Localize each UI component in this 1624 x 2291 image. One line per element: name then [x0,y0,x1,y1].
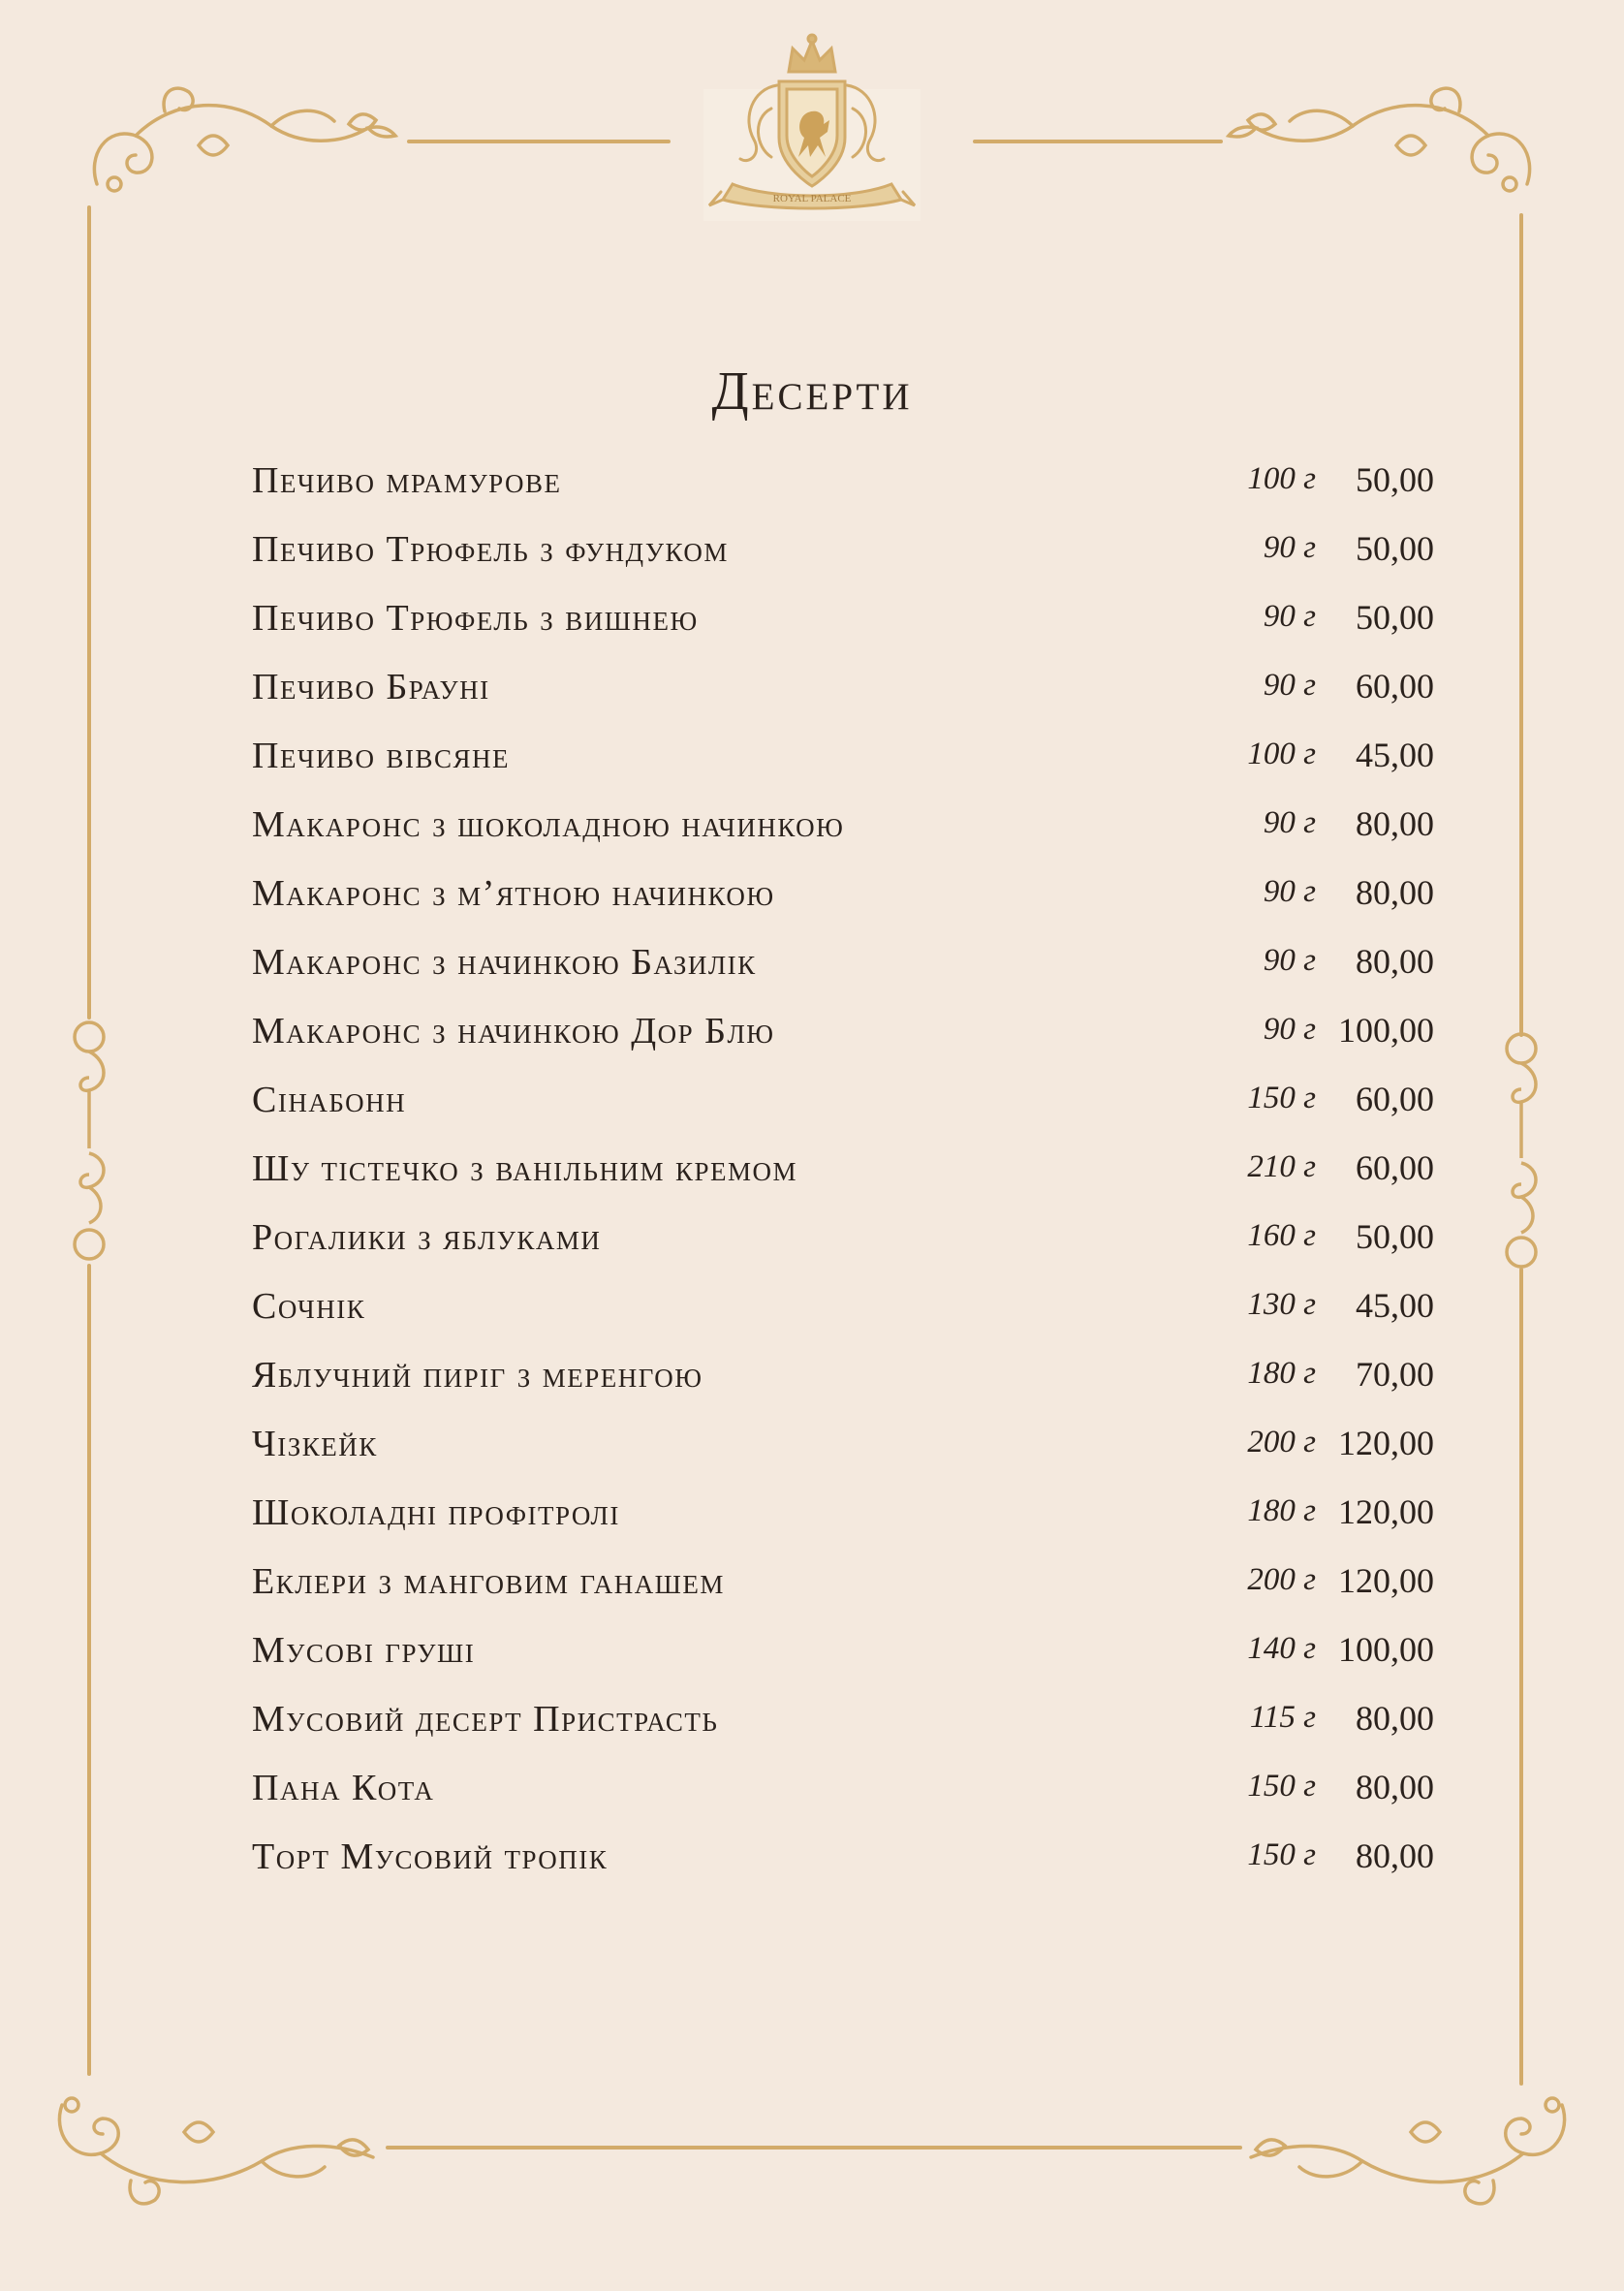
menu-item [252,1824,1434,1893]
menu-item-name: Печиво вівсяне [252,736,511,776]
menu-item-weight: 100 г [1247,737,1316,771]
menu-item-weight: 210 г [1247,1149,1316,1184]
side-scroll-right [1507,1034,1536,1267]
menu-item-weight: 100 г [1247,461,1316,496]
flourish-bottom-left [59,2098,373,2204]
menu-item [252,1273,1434,1342]
menu-item-price: 60,00 [1356,1080,1434,1118]
menu-item-name: Рогалики з яблуками [252,1217,602,1258]
menu-item [252,1617,1434,1686]
menu-item-weight: 90 г [1263,599,1316,634]
menu-item-weight: 180 г [1247,1493,1316,1528]
menu-item-weight: 150 г [1247,1769,1316,1804]
menu-item-price: 60,00 [1356,667,1434,706]
menu-item-price: 120,00 [1338,1492,1434,1531]
menu-item-name: Печиво Трюфель з вишнею [252,598,699,639]
menu-item-weight: 140 г [1247,1631,1316,1666]
lion-crest-icon [703,31,921,221]
menu-item [252,929,1434,998]
flourish-bottom-right [1251,2098,1565,2204]
menu-item-name: Пана Кота [252,1768,435,1808]
menu-item-price: 70,00 [1356,1355,1434,1394]
menu-item-weight: 150 г [1247,1081,1316,1115]
menu-item-price: 45,00 [1356,736,1434,774]
menu-item-price: 45,00 [1356,1286,1434,1325]
menu-item-price: 50,00 [1356,1217,1434,1256]
menu-item [252,998,1434,1067]
menu-item [252,654,1434,723]
menu-item-price: 50,00 [1356,460,1434,499]
menu-item [252,448,1434,517]
menu-item-weight: 130 г [1247,1287,1316,1322]
menu-item-weight: 180 г [1247,1356,1316,1391]
menu-item-price: 80,00 [1356,1768,1434,1806]
crest-ribbon-text: ROYAL PALACE [772,193,852,204]
flourish-top-right [1229,88,1530,191]
menu-item-price: 60,00 [1356,1148,1434,1187]
menu-item-weight: 90 г [1263,1012,1316,1047]
page-title: Десерти [711,361,913,422]
menu-item-price: 80,00 [1356,1699,1434,1738]
menu-item-weight: 200 г [1247,1425,1316,1459]
menu-item-price: 120,00 [1338,1424,1434,1462]
menu-item-name: Макаронс з начинкою Дор Блю [252,1011,775,1051]
menu-item-weight: 115 г [1249,1700,1316,1735]
menu-item [252,1480,1434,1549]
menu-item [252,792,1434,861]
menu-item-price: 80,00 [1356,873,1434,912]
menu-item-price: 50,00 [1356,598,1434,637]
menu-item-name: Мусові груші [252,1630,476,1671]
menu-item-weight: 90 г [1263,530,1316,565]
dessert-list [252,448,1434,1893]
menu-item [252,861,1434,929]
menu-item-name: Печиво Трюфель з фундуком [252,529,729,570]
side-scroll-left [75,1022,104,1259]
menu-item-weight: 90 г [1263,805,1316,840]
menu-item [252,1342,1434,1411]
menu-item-price: 50,00 [1356,529,1434,568]
menu-item-name: Макаронс з шоколадною начинкою [252,804,845,845]
menu-item [252,1411,1434,1480]
menu-item-name: Торт Мусовий тропік [252,1836,609,1877]
menu-item-weight: 90 г [1263,943,1316,978]
menu-item-price: 100,00 [1338,1630,1434,1669]
menu-item-weight: 150 г [1247,1837,1316,1872]
menu-item-price: 120,00 [1338,1561,1434,1600]
menu-item-name: Печиво Брауні [252,667,490,707]
menu-item-name: Чізкейк [252,1424,378,1464]
flourish-top-left [94,88,395,191]
menu-item [252,1686,1434,1755]
menu-item-name: Печиво мрамурове [252,460,562,501]
menu-item-name: Сочнік [252,1286,366,1327]
menu-item [252,1755,1434,1824]
menu-item [252,1067,1434,1136]
menu-item-weight: 160 г [1247,1218,1316,1253]
menu-item-weight: 90 г [1263,874,1316,909]
menu-item-price: 100,00 [1338,1011,1434,1050]
menu-item [252,585,1434,654]
menu-item-name: Еклери з манговим ганашем [252,1561,725,1602]
menu-item-name: Яблучний пиріг з меренгою [252,1355,703,1396]
menu-item [252,1549,1434,1617]
menu-item-name: Мусовий десерт Пристрасть [252,1699,719,1740]
menu-item-price: 80,00 [1356,1836,1434,1875]
menu-item-name: Шоколадні профітролі [252,1492,620,1533]
menu-item-name: Сінабонн [252,1080,407,1120]
menu-item [252,723,1434,792]
menu-item-price: 80,00 [1356,804,1434,843]
menu-item-name: Шу тістечко з ванільним кремом [252,1148,797,1189]
menu-item-weight: 200 г [1247,1562,1316,1597]
menu-item-name: Макаронс з м’ятною начинкою [252,873,775,914]
menu-item-weight: 90 г [1263,668,1316,703]
menu-item-price: 80,00 [1356,942,1434,981]
menu-item [252,1136,1434,1205]
menu-item [252,517,1434,585]
menu-item [252,1205,1434,1273]
menu-item-name: Макаронс з начинкою Базилік [252,942,757,983]
